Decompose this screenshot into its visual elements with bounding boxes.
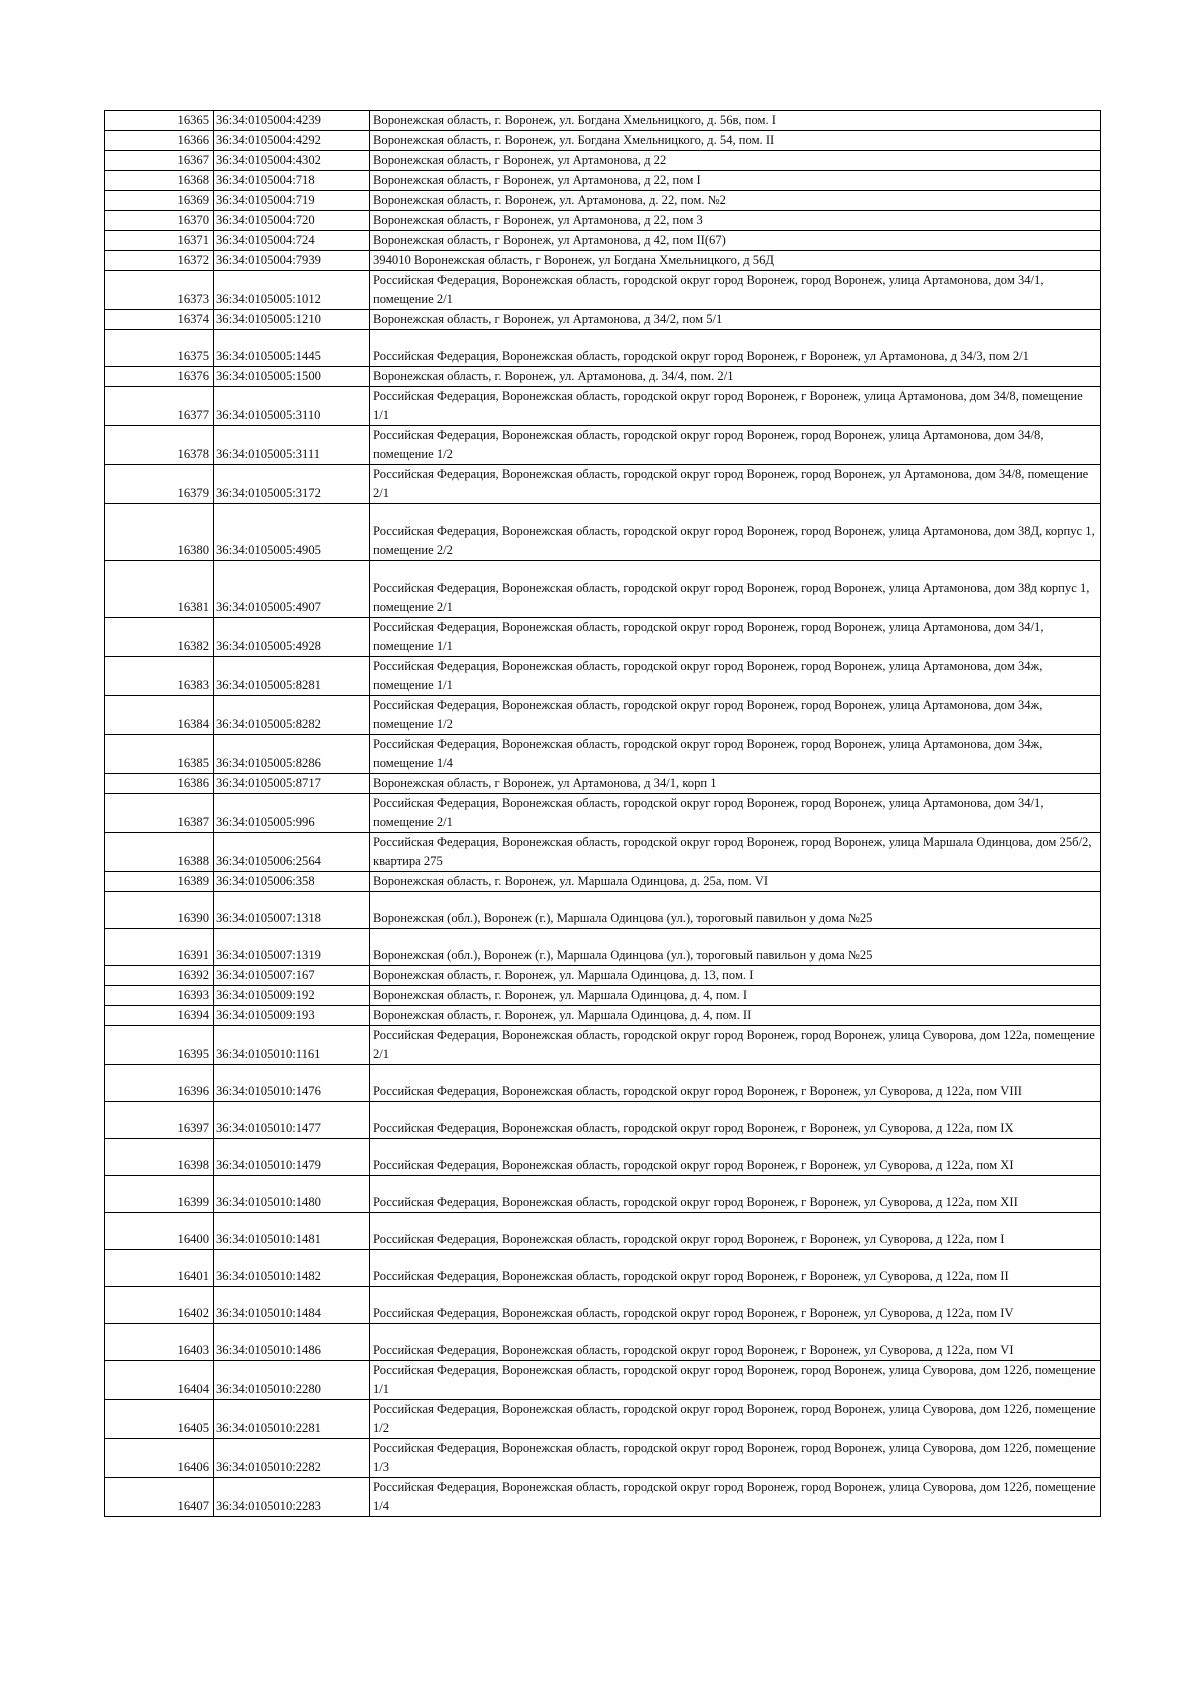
cadastral-number-cell: 36:34:0105004:4292 bbox=[214, 131, 370, 151]
cadastral-number-cell: 36:34:0105005:996 bbox=[214, 794, 370, 833]
cadastral-number-cell: 36:34:0105005:8286 bbox=[214, 735, 370, 774]
address-cell: Российская Федерация, Воронежская область, городской округ город Воронеж, город Воронеж, улица Артамонова, дом 34ж, помещение 1/1 bbox=[370, 657, 1101, 696]
cadastral-number-cell: 36:34:0105010:2281 bbox=[214, 1400, 370, 1439]
cadastral-number-cell: 36:34:0105009:193 bbox=[214, 1006, 370, 1026]
row-number-cell: 16381 bbox=[105, 561, 214, 618]
table-row bbox=[105, 986, 1101, 1006]
table-row bbox=[105, 131, 1101, 151]
row-number-cell: 16394 bbox=[105, 1006, 214, 1026]
table-row bbox=[105, 251, 1101, 271]
address-cell: Воронежская область, г. Воронеж, ул. Артамонова, д. 22, пом. №2 bbox=[370, 191, 1101, 211]
row-number-cell: 16395 bbox=[105, 1026, 214, 1065]
row-number-cell: 16389 bbox=[105, 872, 214, 892]
row-number-cell: 16384 bbox=[105, 696, 214, 735]
table-row bbox=[105, 504, 1101, 561]
cadastral-number-cell: 36:34:0105005:4905 bbox=[214, 504, 370, 561]
cadastral-number-cell: 36:34:0105007:1318 bbox=[214, 892, 370, 929]
cadastral-number-cell: 36:34:0105007:1319 bbox=[214, 929, 370, 966]
row-number-cell: 16365 bbox=[105, 111, 214, 131]
row-number-cell: 16393 bbox=[105, 986, 214, 1006]
cadastral-number-cell: 36:34:0105004:718 bbox=[214, 171, 370, 191]
table-row bbox=[105, 367, 1101, 387]
table-row bbox=[105, 387, 1101, 426]
cadastral-number-cell: 36:34:0105004:724 bbox=[214, 231, 370, 251]
table-row bbox=[105, 657, 1101, 696]
address-cell: Российская Федерация, Воронежская область, городской округ город Воронеж, город Воронеж, улица Артамонова, дом 38д корпус 1, помещение 2/1 bbox=[370, 561, 1101, 618]
row-number-cell: 16387 bbox=[105, 794, 214, 833]
row-number-cell: 16405 bbox=[105, 1400, 214, 1439]
table-row bbox=[105, 1287, 1101, 1324]
row-number-cell: 16400 bbox=[105, 1213, 214, 1250]
cadastral-number-cell: 36:34:0105005:4928 bbox=[214, 618, 370, 657]
row-number-cell: 16403 bbox=[105, 1324, 214, 1361]
cadastral-number-cell: 36:34:0105010:1161 bbox=[214, 1026, 370, 1065]
cadastral-number-cell: 36:34:0105004:4239 bbox=[214, 111, 370, 131]
address-cell: Российская Федерация, Воронежская область, городской округ город Воронеж, город Воронеж, улица Артамонова, дом 34/8, помещение 1/2 bbox=[370, 426, 1101, 465]
row-number-cell: 16378 bbox=[105, 426, 214, 465]
row-number-cell: 16397 bbox=[105, 1102, 214, 1139]
table-row bbox=[105, 1250, 1101, 1287]
cadastral-number-cell: 36:34:0105005:4907 bbox=[214, 561, 370, 618]
table-row bbox=[105, 1478, 1101, 1517]
address-cell: Российская Федерация, Воронежская область, городской округ город Воронеж, город Воронеж, улица Артамонова, дом 34/1, помещение 2/1 bbox=[370, 271, 1101, 310]
address-cell: Российская Федерация, Воронежская область, городской округ город Воронеж, город Воронеж, улица Маршала Одинцова, дом 25б/2, квартира 275 bbox=[370, 833, 1101, 872]
table-row bbox=[105, 892, 1101, 929]
address-cell: Российская Федерация, Воронежская область, городской округ город Воронеж, г Воронеж, ул Суворова, д 122а, пом VIII bbox=[370, 1065, 1101, 1102]
address-cell: Российская Федерация, Воронежская область, городской округ город Воронеж, г Воронеж, ул Суворова, д 122а, пом XI bbox=[370, 1139, 1101, 1176]
address-cell: Российская Федерация, Воронежская область, городской округ город Воронеж, город Воронеж, улица Артамонова, дом 34/1, помещение 1/1 bbox=[370, 618, 1101, 657]
address-cell: Воронежская область, г. Воронеж, ул. Богдана Хмельницкого, д. 56в, пом. I bbox=[370, 111, 1101, 131]
row-number-cell: 16372 bbox=[105, 251, 214, 271]
row-number-cell: 16385 bbox=[105, 735, 214, 774]
table-row bbox=[105, 330, 1101, 367]
address-cell: Российская Федерация, Воронежская область, городской округ город Воронеж, город Воронеж, улица Суворова, дом 122б, помещение 1/2 bbox=[370, 1400, 1101, 1439]
cadastral-number-cell: 36:34:0105005:8282 bbox=[214, 696, 370, 735]
registry-table bbox=[104, 110, 1101, 1517]
address-cell: Российская Федерация, Воронежская область, городской округ город Воронеж, г Воронеж, ул Суворова, д 122а, пом VI bbox=[370, 1324, 1101, 1361]
cadastral-number-cell: 36:34:0105010:1486 bbox=[214, 1324, 370, 1361]
cadastral-number-cell: 36:34:0105006:358 bbox=[214, 872, 370, 892]
address-cell: Воронежская область, г Воронеж, ул Артамонова, д 34/2, пом 5/1 bbox=[370, 310, 1101, 330]
address-cell: Воронежская область, г. Воронеж, ул. Богдана Хмельницкого, д. 54, пом. II bbox=[370, 131, 1101, 151]
cadastral-number-cell: 36:34:0105005:8717 bbox=[214, 774, 370, 794]
cadastral-number-cell: 36:34:0105007:167 bbox=[214, 966, 370, 986]
row-number-cell: 16367 bbox=[105, 151, 214, 171]
table-row bbox=[105, 151, 1101, 171]
cadastral-number-cell: 36:34:0105005:1210 bbox=[214, 310, 370, 330]
cadastral-number-cell: 36:34:0105010:2283 bbox=[214, 1478, 370, 1517]
address-cell: Воронежская область, г Воронеж, ул Артамонова, д 22, пом 3 bbox=[370, 211, 1101, 231]
table-row bbox=[105, 426, 1101, 465]
address-cell: Воронежская область, г. Воронеж, ул. Маршала Одинцова, д. 13, пом. I bbox=[370, 966, 1101, 986]
address-cell: Российская Федерация, Воронежская область, городской округ город Воронеж, город Воронеж, ул Артамонова, дом 34/8, помещение 2/1 bbox=[370, 465, 1101, 504]
row-number-cell: 16376 bbox=[105, 367, 214, 387]
table-row bbox=[105, 231, 1101, 251]
table-row bbox=[105, 1006, 1101, 1026]
address-cell: Российская Федерация, Воронежская область, городской округ город Воронеж, г Воронеж, ул Артамонова, д 34/3, пом 2/1 bbox=[370, 330, 1101, 367]
row-number-cell: 16383 bbox=[105, 657, 214, 696]
cadastral-number-cell: 36:34:0105010:1479 bbox=[214, 1139, 370, 1176]
address-cell: Российская Федерация, Воронежская область, городской округ город Воронеж, город Воронеж, улица Суворова, дом 122а, помещение 2/1 bbox=[370, 1026, 1101, 1065]
table-row bbox=[105, 833, 1101, 872]
cadastral-number-cell: 36:34:0105006:2564 bbox=[214, 833, 370, 872]
row-number-cell: 16370 bbox=[105, 211, 214, 231]
table-row bbox=[105, 872, 1101, 892]
address-cell: Российская Федерация, Воронежская область, городской округ город Воронеж, г Воронеж, ул Суворова, д 122а, пом IV bbox=[370, 1287, 1101, 1324]
address-cell: Воронежская область, г Воронеж, ул Артамонова, д 42, пом II(67) bbox=[370, 231, 1101, 251]
table-row bbox=[105, 561, 1101, 618]
cadastral-number-cell: 36:34:0105005:3110 bbox=[214, 387, 370, 426]
table-row bbox=[105, 211, 1101, 231]
address-cell: Российская Федерация, Воронежская область, городской округ город Воронеж, г Воронеж, ул Суворова, д 122а, пом I bbox=[370, 1213, 1101, 1250]
address-cell: 394010 Воронежская область, г Воронеж, ул Богдана Хмельницкого, д 56Д bbox=[370, 251, 1101, 271]
address-cell: Российская Федерация, Воронежская область, городской округ город Воронеж, г Воронеж, ул Суворова, д 122а, пом II bbox=[370, 1250, 1101, 1287]
table-row bbox=[105, 1213, 1101, 1250]
cadastral-number-cell: 36:34:0105004:7939 bbox=[214, 251, 370, 271]
address-cell: Воронежская область, г Воронеж, ул Артамонова, д 22, пом I bbox=[370, 171, 1101, 191]
table-row bbox=[105, 735, 1101, 774]
table-row bbox=[105, 465, 1101, 504]
address-cell: Российская Федерация, Воронежская область, городской округ город Воронеж, г Воронеж, улица Артамонова, дом 34/8, помещение 1/1 bbox=[370, 387, 1101, 426]
cadastral-number-cell: 36:34:0105005:3111 bbox=[214, 426, 370, 465]
table-row bbox=[105, 618, 1101, 657]
cadastral-number-cell: 36:34:0105010:1484 bbox=[214, 1287, 370, 1324]
row-number-cell: 16388 bbox=[105, 833, 214, 872]
table-row bbox=[105, 1324, 1101, 1361]
address-cell: Российская Федерация, Воронежская область, городской округ город Воронеж, г Воронеж, ул Суворова, д 122а, пом IX bbox=[370, 1102, 1101, 1139]
table-row bbox=[105, 1026, 1101, 1065]
cadastral-number-cell: 36:34:0105010:1481 bbox=[214, 1213, 370, 1250]
table-row bbox=[105, 1400, 1101, 1439]
table-row bbox=[105, 1139, 1101, 1176]
address-cell: Российская Федерация, Воронежская область, городской округ город Воронеж, г Воронеж, ул Суворова, д 122а, пом XII bbox=[370, 1176, 1101, 1213]
address-cell: Воронежская область, г Воронеж, ул Артамонова, д 22 bbox=[370, 151, 1101, 171]
address-cell: Воронежская область, г. Воронеж, ул. Маршала Одинцова, д. 25а, пом. VI bbox=[370, 872, 1101, 892]
cadastral-number-cell: 36:34:0105010:2282 bbox=[214, 1439, 370, 1478]
row-number-cell: 16371 bbox=[105, 231, 214, 251]
address-cell: Воронежская область, г. Воронеж, ул. Маршала Одинцова, д. 4, пом. II bbox=[370, 1006, 1101, 1026]
table-row bbox=[105, 310, 1101, 330]
table-row bbox=[105, 191, 1101, 211]
cadastral-number-cell: 36:34:0105005:1445 bbox=[214, 330, 370, 367]
cadastral-number-cell: 36:34:0105005:1500 bbox=[214, 367, 370, 387]
table-row bbox=[105, 929, 1101, 966]
table-row bbox=[105, 171, 1101, 191]
row-number-cell: 16407 bbox=[105, 1478, 214, 1517]
table-row bbox=[105, 111, 1101, 131]
cadastral-number-cell: 36:34:0105010:1480 bbox=[214, 1176, 370, 1213]
row-number-cell: 16375 bbox=[105, 330, 214, 367]
row-number-cell: 16374 bbox=[105, 310, 214, 330]
row-number-cell: 16380 bbox=[105, 504, 214, 561]
cadastral-number-cell: 36:34:0105010:1477 bbox=[214, 1102, 370, 1139]
row-number-cell: 16369 bbox=[105, 191, 214, 211]
row-number-cell: 16390 bbox=[105, 892, 214, 929]
cadastral-number-cell: 36:34:0105005:8281 bbox=[214, 657, 370, 696]
row-number-cell: 16406 bbox=[105, 1439, 214, 1478]
table-row bbox=[105, 966, 1101, 986]
row-number-cell: 16402 bbox=[105, 1287, 214, 1324]
table-row bbox=[105, 1102, 1101, 1139]
cadastral-number-cell: 36:34:0105005:3172 bbox=[214, 465, 370, 504]
address-cell: Российская Федерация, Воронежская область, городской округ город Воронеж, город Воронеж, улица Артамонова, дом 34ж, помещение 1/4 bbox=[370, 735, 1101, 774]
table-row bbox=[105, 1361, 1101, 1400]
row-number-cell: 16368 bbox=[105, 171, 214, 191]
address-cell: Российская Федерация, Воронежская область, городской округ город Воронеж, город Воронеж, улица Суворова, дом 122б, помещение 1/1 bbox=[370, 1361, 1101, 1400]
address-cell: Российская Федерация, Воронежская область, городской округ город Воронеж, город Воронеж, улица Артамонова, дом 34/1, помещение 2/1 bbox=[370, 794, 1101, 833]
cadastral-number-cell: 36:34:0105010:2280 bbox=[214, 1361, 370, 1400]
address-cell: Воронежская (обл.), Воронеж (г.), Маршала Одинцова (ул.), тороговый павильон у дома №25 bbox=[370, 929, 1101, 966]
row-number-cell: 16392 bbox=[105, 966, 214, 986]
cadastral-number-cell: 36:34:0105009:192 bbox=[214, 986, 370, 1006]
cadastral-number-cell: 36:34:0105010:1482 bbox=[214, 1250, 370, 1287]
address-cell: Воронежская область, г Воронеж, ул Артамонова, д 34/1, корп 1 bbox=[370, 774, 1101, 794]
address-cell: Воронежская область, г. Воронеж, ул. Маршала Одинцова, д. 4, пом. I bbox=[370, 986, 1101, 1006]
row-number-cell: 16404 bbox=[105, 1361, 214, 1400]
table-row bbox=[105, 1439, 1101, 1478]
cadastral-number-cell: 36:34:0105010:1476 bbox=[214, 1065, 370, 1102]
table-row bbox=[105, 794, 1101, 833]
row-number-cell: 16398 bbox=[105, 1139, 214, 1176]
row-number-cell: 16399 bbox=[105, 1176, 214, 1213]
address-cell: Воронежская область, г. Воронеж, ул. Артамонова, д. 34/4, пом. 2/1 bbox=[370, 367, 1101, 387]
row-number-cell: 16373 bbox=[105, 271, 214, 310]
row-number-cell: 16396 bbox=[105, 1065, 214, 1102]
row-number-cell: 16377 bbox=[105, 387, 214, 426]
address-cell: Российская Федерация, Воронежская область, городской округ город Воронеж, город Воронеж, улица Суворова, дом 122б, помещение 1/3 bbox=[370, 1439, 1101, 1478]
address-cell: Воронежская (обл.), Воронеж (г.), Маршала Одинцова (ул.), тороговый павильон у дома №25 bbox=[370, 892, 1101, 929]
table-row bbox=[105, 1176, 1101, 1213]
cadastral-number-cell: 36:34:0105004:720 bbox=[214, 211, 370, 231]
row-number-cell: 16386 bbox=[105, 774, 214, 794]
cadastral-number-cell: 36:34:0105005:1012 bbox=[214, 271, 370, 310]
table-row bbox=[105, 271, 1101, 310]
row-number-cell: 16382 bbox=[105, 618, 214, 657]
row-number-cell: 16391 bbox=[105, 929, 214, 966]
cadastral-number-cell: 36:34:0105004:4302 bbox=[214, 151, 370, 171]
table-row bbox=[105, 774, 1101, 794]
table-row bbox=[105, 1065, 1101, 1102]
registry-table-body bbox=[105, 111, 1101, 1517]
address-cell: Российская Федерация, Воронежская область, городской округ город Воронеж, город Воронеж, улица Суворова, дом 122б, помещение 1/4 bbox=[370, 1478, 1101, 1517]
table-row bbox=[105, 696, 1101, 735]
address-cell: Российская Федерация, Воронежская область, городской округ город Воронеж, город Воронеж, улица Артамонова, дом 38Д, корпус 1, помещение 2/2 bbox=[370, 504, 1101, 561]
cadastral-number-cell: 36:34:0105004:719 bbox=[214, 191, 370, 211]
address-cell: Российская Федерация, Воронежская область, городской округ город Воронеж, город Воронеж, улица Артамонова, дом 34ж, помещение 1/2 bbox=[370, 696, 1101, 735]
row-number-cell: 16379 bbox=[105, 465, 214, 504]
row-number-cell: 16401 bbox=[105, 1250, 214, 1287]
row-number-cell: 16366 bbox=[105, 131, 214, 151]
